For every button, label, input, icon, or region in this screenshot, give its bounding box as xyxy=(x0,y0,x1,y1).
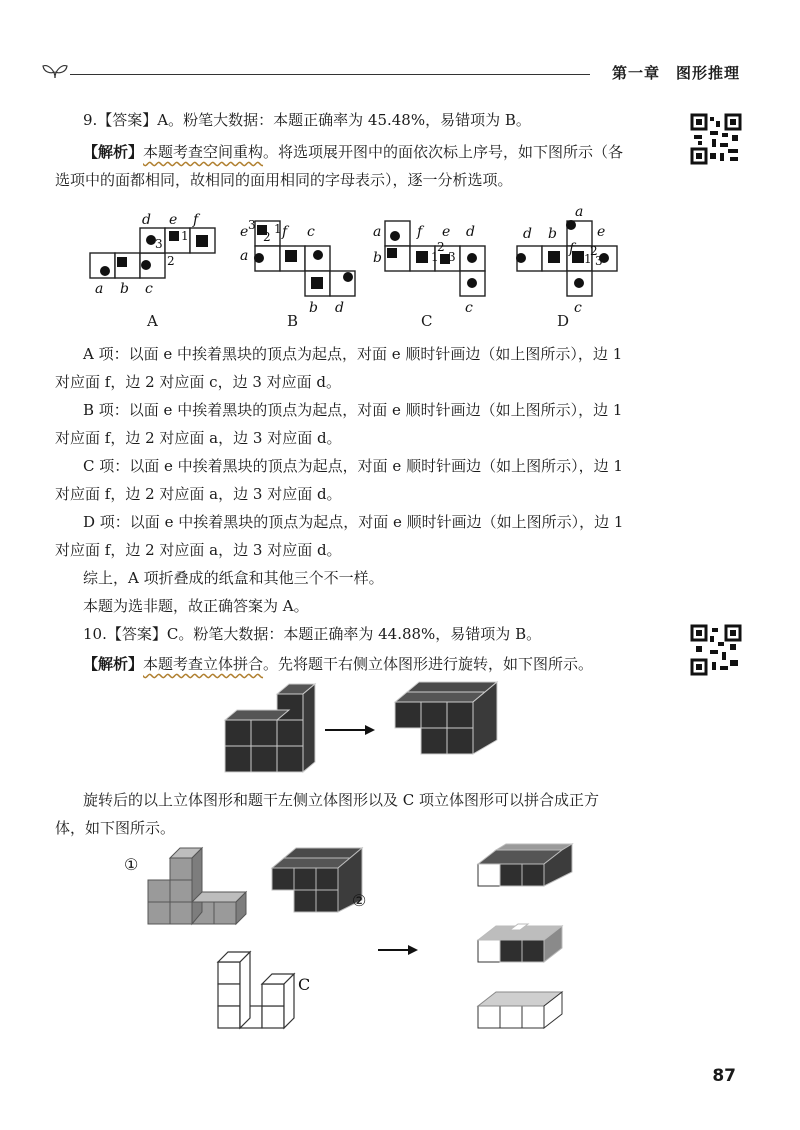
analysis-focus: 本题考查立体拼合 xyxy=(143,655,264,673)
q10-analysis xyxy=(55,650,693,678)
label-c-2: e xyxy=(442,224,451,240)
item-a-line2: 对应面 f，边 2 对应面 c，边 3 对应面 d。 xyxy=(55,373,342,391)
label-b-0: e xyxy=(240,224,249,240)
label-c-7: 3 xyxy=(448,250,456,264)
right-solid-after xyxy=(395,682,497,754)
label-d-1: d xyxy=(523,226,532,242)
label-d-0: a xyxy=(575,205,584,220)
assembled-cube-middle-layer xyxy=(478,924,562,962)
assembled-cube-bottom-layer xyxy=(478,992,562,1028)
unfolded-cube-figures xyxy=(85,205,705,335)
label-a-7: b xyxy=(120,281,129,297)
chapter-name: 图形推理 xyxy=(675,64,740,82)
piece-1 xyxy=(148,848,246,924)
analysis-tag: 【解析】 xyxy=(83,143,144,161)
label-a-6: a xyxy=(95,281,104,297)
page-number: 87 xyxy=(712,1066,736,1086)
qr-code-icon xyxy=(690,113,742,165)
sprout-icon xyxy=(40,58,70,82)
label-a-8: c xyxy=(145,281,153,297)
assembled-cube-top-layer xyxy=(478,844,572,886)
figure-caption-a: A xyxy=(147,312,158,330)
analysis-text: 。将选项展开图中的面依次标上序号，如下图所示（各 xyxy=(263,143,624,161)
label-b-6: a xyxy=(240,248,249,264)
label-d-3: e xyxy=(597,224,606,240)
label-c-5: 2 xyxy=(437,240,445,254)
figure-caption-d: D xyxy=(557,312,570,330)
label-c-3: d xyxy=(466,224,475,240)
piece-label-2: ② xyxy=(352,891,367,910)
header-rule xyxy=(70,74,590,75)
label-c-0: a xyxy=(373,224,382,240)
label-d-7: 3 xyxy=(595,254,603,268)
label-d-6: 1 xyxy=(584,252,592,266)
label-b-4: f xyxy=(282,224,288,240)
label-b-3: 1 xyxy=(274,222,282,236)
analysis-text: 。先将题干右侧立体图形进行旋转，如下图所示。 xyxy=(263,655,594,673)
assembly-figure xyxy=(120,840,600,1040)
piece-label-1: ① xyxy=(124,855,139,874)
analysis-tag: 【解析】 xyxy=(83,655,144,673)
net-a xyxy=(90,228,215,278)
item-c-line2: 对应面 f，边 2 对应面 a，边 3 对应面 d。 xyxy=(55,485,342,503)
label-a-5: 2 xyxy=(167,254,175,268)
label-c-1: f xyxy=(417,224,423,240)
label-b-5: c xyxy=(307,224,315,240)
figure-caption-b: B xyxy=(287,312,299,330)
item-a-line1: A 项：以面 e 中挨着黑块的顶点为起点，对面 e 顺时针画边（如上图所示），边 1 xyxy=(83,345,623,363)
label-a-4: 1 xyxy=(181,229,189,243)
q9-conclusion: 本题为选非题，故正确答案为 A。 xyxy=(83,597,309,615)
label-c-4: b xyxy=(373,250,382,266)
piece-2 xyxy=(272,848,362,912)
label-a-2: f xyxy=(193,212,199,228)
item-d-line2: 对应面 f，边 2 对应面 a，边 3 对应面 d。 xyxy=(55,541,342,559)
q9-analysis xyxy=(55,138,693,166)
label-c-8: c xyxy=(465,300,473,316)
figure-caption-c: C xyxy=(421,312,433,330)
label-d-4: f xyxy=(569,241,575,257)
item-d-line1: D 项：以面 e 中挨着黑块的顶点为起点，对面 e 顺时针画边（如上图所示），边 1 xyxy=(83,513,624,531)
piece-label-c: C xyxy=(298,975,311,994)
item-c-line1: C 项：以面 e 中挨着黑块的顶点为起点，对面 e 顺时针画边（如上图所示），边 1 xyxy=(83,457,623,475)
label-a-1: e xyxy=(169,212,178,228)
label-a-0: d xyxy=(142,212,151,228)
label-c-6: 1 xyxy=(431,250,439,264)
analysis-focus: 本题考查空间重构 xyxy=(143,143,264,161)
item-b-line1: B 项：以面 e 中挨着黑块的顶点为起点，对面 e 顺时针画边（如上图所示），边 1 xyxy=(83,401,623,419)
q9-analysis-cont: 选项中的面都相同，故相同的面用相同的字母表示），逐一分析选项。 xyxy=(55,171,513,189)
rotation-figure xyxy=(215,680,515,775)
piece-c xyxy=(218,952,294,1028)
label-a-3: 3 xyxy=(155,237,163,251)
label-b-7: b xyxy=(309,300,318,316)
qr-code-icon xyxy=(690,624,742,676)
page-header xyxy=(40,50,740,90)
label-d-5: 2 xyxy=(590,244,598,258)
label-d-8: c xyxy=(574,300,582,316)
arrow xyxy=(378,945,418,955)
label-b-2: 2 xyxy=(263,230,271,244)
q10-answer: 10.【答案】C。粉笔大数据：本题正确率为 44.88%，易错项为 B。 xyxy=(83,625,542,643)
label-d-2: b xyxy=(548,226,557,242)
right-solid-before xyxy=(225,684,315,772)
chapter-title xyxy=(596,62,740,83)
q10-after-line1: 旋转后的以上立体图形和题干左侧立体图形以及 C 项立体图形可以拼合成正方 xyxy=(83,791,600,809)
arrow xyxy=(325,725,375,735)
label-b-1: 3 xyxy=(248,218,256,232)
q9-summary: 综上，A 项折叠成的纸盒和其他三个不一样。 xyxy=(83,569,384,587)
label-b-8: d xyxy=(335,300,344,316)
chapter-number: 第一章 xyxy=(611,64,660,82)
item-b-line2: 对应面 f，边 2 对应面 a，边 3 对应面 d。 xyxy=(55,429,342,447)
q10-after-line2: 体，如下图所示。 xyxy=(55,819,176,837)
q9-answer: 9.【答案】A。粉笔大数据：本题正确率为 45.48%，易错项为 B。 xyxy=(83,111,531,129)
